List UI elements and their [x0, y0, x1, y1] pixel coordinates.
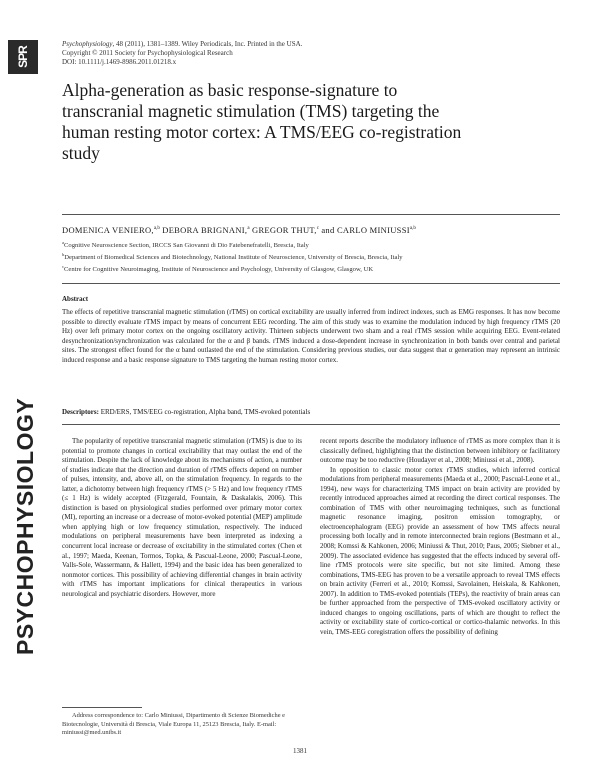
descriptors	[62, 408, 560, 416]
journal-sidebar	[8, 40, 42, 715]
author-affil-mark: a	[247, 226, 250, 232]
author-name: DEBORA BRIGNANI,	[159, 225, 248, 235]
affiliation-mark: c	[62, 264, 64, 270]
article-title: Alpha-generation as basic response-signature to transcranial magnetic stimulation (TMS) targeting the human resting motor cortex: A TMS/EEG co-registration study	[62, 80, 462, 163]
descriptors-text: ERD/ERS, TMS/EEG co-registration, Alpha band, TMS-evoked potentials	[98, 408, 311, 416]
citation-details: , 48 (2011), 1381–1389. Wiley Periodicals, Inc. Printed in the USA.	[112, 40, 303, 48]
affiliation-text: Department of Biomedical Sciences and Biotechnology, National Institute of Neuroscience, University of Brescia, Brescia, Italy	[64, 254, 403, 262]
author-affil-mark: a,b	[409, 226, 416, 232]
body-column-left	[62, 437, 302, 599]
descriptors-label: Descriptors:	[62, 408, 99, 416]
footnote-divider	[62, 707, 142, 708]
spr-logo	[8, 40, 38, 74]
journal-name-vertical: PSYCHOPHYSIOLOGY	[12, 397, 38, 655]
affiliation-mark: b	[62, 252, 65, 258]
affiliation-mark: a	[62, 240, 64, 245]
body-paragraph: recent reports describe the modulatory influence of rTMS as more complex than it is classically defined, highlighting that the distinction between inhibitory or facilitatory outcome may be too reductive (Houdayer et al., 2008; Miniussi et al., 2008).	[320, 437, 560, 465]
author-affil-mark: a,b	[153, 226, 160, 232]
spr-logo-text: SPR	[16, 46, 30, 68]
affiliation-list	[62, 238, 562, 275]
body-paragraph: In opposition to classic motor cortex rTMS studies, which inferred cortical modulations from peripheral measurements (Maeda et al., 2000; Pascual-Leone et al., 1994), new ways for characterizing TMS impact on brain activity are provided by recently introduced approaches aimed at recording the direct cortical responses. The combination of TMS with other neuroimaging techniques, such as functional magnetic resonance imaging, positron emission tomography, or electroencephalogram (EEG) provide an assessment of how TMS affects neural processing both locally and in remote interconnected brain regions (Bestmann et al., 2008; Komssi & Kahkonen, 2006; Miniussi & Thut, 2010; Paus, 2005; Siebner et al., 2009). The associated evidence has suggested that the effects induced by several off-line rTMS protocols were site specific, but not site limited. Among these combinations, TMS-EEG has proven to be a versatile approach to reveal TMS effects on brain activity (Ferreri et al., 2010; Komssi, Savolainen, Heiskala, & Kahkonen, 2007). In addition to TMS-evoked potentials (TEPs), the reactivity of brain areas can be further approached from the perspective of TMS-evoked oscillatory activity or induced changes to ongoing oscillations, parts of which are thought to reflect the activity or excitability state of cortico-cortical or cortico-thalamic networks. In this vein, TMS-EEG coregistration offers the possibility of defining	[320, 465, 560, 636]
doi-line: DOI: 10.1111/j.1469-8986.2011.01218.x	[62, 58, 177, 66]
abstract-divider	[62, 283, 560, 284]
body-divider	[62, 424, 560, 425]
body-column-right	[320, 437, 560, 637]
title-divider	[62, 214, 560, 215]
affiliation	[62, 238, 562, 250]
affiliation	[62, 250, 562, 262]
correspondence-footnote: Address correspondence to: Carlo Miniussi, Dipartimento di Scienze Biomediche e Biotecnologie, Università di Brescia, Viale Europa 11, 25123 Brescia, Italy. E-mail: miniussi@med.unibs.it	[62, 712, 285, 736]
author-name: DOMENICA VENIERO,	[62, 225, 154, 235]
affiliation-text: Cognitive Neuroscience Section, IRCCS San Giovanni di Dio Fatebenefratelli, Brescia, Italy	[64, 242, 309, 250]
journal-name: Psychophysiology	[62, 40, 113, 48]
copyright-line: Copyright © 2011 Society for Psychophysiological Research	[62, 49, 233, 57]
author-name: GREGOR THUT,	[249, 225, 317, 235]
body-paragraph: The popularity of repetitive transcranial magnetic stimulation (rTMS) is due to its potential to promote changes in cortical excitability that may outlast the end of the stimulation. Despite the lack of knowledge about its mechanisms of action, a number of studies indicate that the direction and duration of rTMS effects depend on number of pulses, intensity, and, above all, on the stimulation frequency. In regards to the latter, a dichotomy between high frequency rTMS (> 5 Hz) and low frequency rTMS (≤ 1 Hz) is widely accepted (Fitzgerald, Fountain, & Daskalakis, 2006). This distinction is based on physiological studies performed over primary motor cortex (MI), reporting an increase or a decrease of motor-evoked potential (MEP) amplitude when applying high or low frequency stimulation, respectively. The induced modulations on peripheral measurements have been interpreted as indexing a concurrent local increase or decrease of excitability in the stimulated cortex (Chen et al., 1997; Maeda, Keenan, Tormos, Topka, & Pascual-Leone, 2000; Pascual-Leone, Valls-Sole, Wassermann, & Hallett, 1994) and the basic idea has been generalized to nonmotor cortices. This possibility of achieving differential changes in brain activity with rTMS has important implications for clinical therapeutics in various neurological and psychiatric disorders. However, more	[62, 437, 302, 598]
author-list	[62, 225, 562, 235]
article-header	[62, 40, 562, 67]
affiliation-text: Centre for Cognitive Neuroimaging, Institute of Neuroscience and Psychology, University of Glasgow, Glasgow, UK	[64, 266, 374, 274]
author-affil-mark: c	[316, 226, 319, 232]
affiliation	[62, 262, 562, 274]
abstract-heading: Abstract	[62, 295, 89, 303]
author-name: and CARLO MINIUSSI	[318, 225, 410, 235]
abstract-text: The effects of repetitive transcranial magnetic stimulation (rTMS) on cortical excitability are usually inferred from indirect indexes, such as EMG responses. It has now become possible to directly evaluate rTMS impact by means of concurrent EEG recording. The aim of this study was to examine the modulation induced by high frequency rTMS (20 Hz) over left primary motor cortex on the ongoing oscillatory activity. Thirteen subjects underwent two sham and a real rTMS session while acquiring EEG. Event-related desynchronization/synchronization was calculated for the α and β bands. rTMS induced a dose-dependent increase in synchronization in both bands over central and parietal sites. The strongest effect found for the α band outlasted the end of the stimulation. Considering previous studies, our data suggest that α generation may represent an intrinsic induced response and a basic response signature to TMS targeting the human resting motor cortex.	[62, 308, 560, 364]
page-number: 1381	[293, 747, 307, 755]
citation-line	[62, 40, 562, 49]
